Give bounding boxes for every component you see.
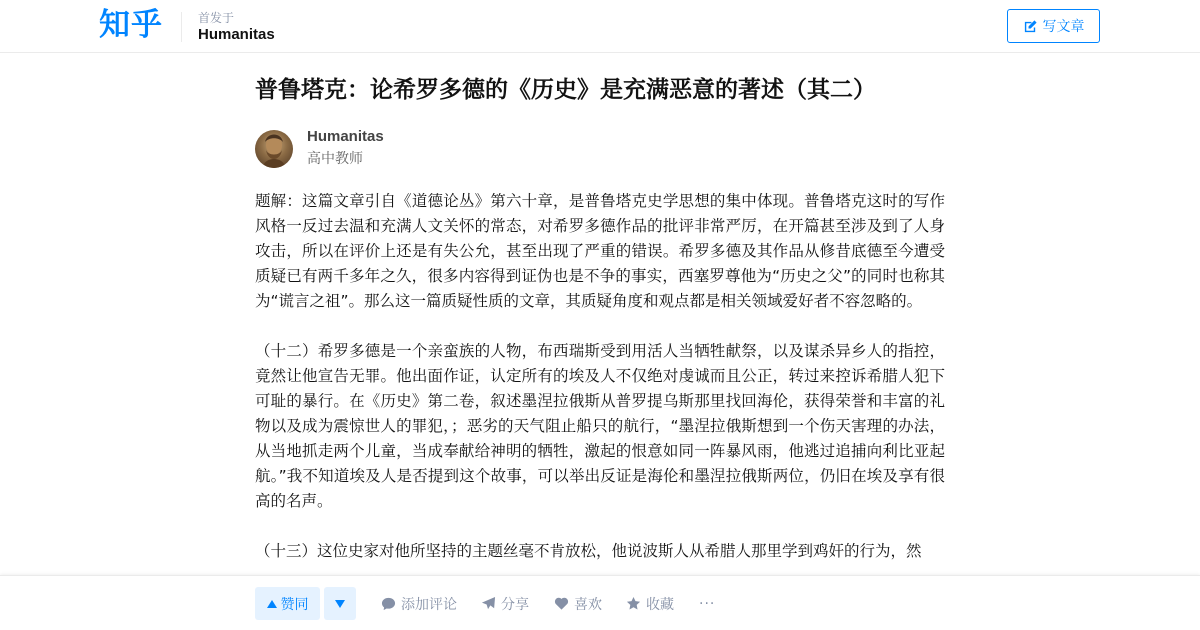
article-title: 普鲁塔克：论希罗多德的《历史》是充满恶意的著述（其二） bbox=[255, 77, 876, 103]
article-paragraph: （十三）这位史家对他所坚持的主题丝毫不肯放松，他说波斯人从希腊人那里学到鸡奸的行为，然 bbox=[255, 542, 922, 560]
favorite-button[interactable] bbox=[626, 587, 674, 620]
add-comment-label: 添加评论 bbox=[401, 596, 457, 613]
triangle-up-icon bbox=[267, 600, 277, 608]
favorite-label: 收藏 bbox=[646, 596, 674, 613]
like-button[interactable] bbox=[554, 587, 602, 620]
author-name-link[interactable]: Humanitas bbox=[307, 128, 384, 145]
header-divider bbox=[181, 12, 182, 42]
triangle-down-icon bbox=[335, 600, 345, 608]
zhihu-logo[interactable]: 知乎 bbox=[99, 7, 163, 43]
write-article-button[interactable] bbox=[1007, 9, 1100, 43]
top-header bbox=[0, 0, 1200, 53]
comment-icon bbox=[381, 596, 396, 611]
share-button[interactable] bbox=[481, 587, 529, 620]
upvote-label: 赞同 bbox=[280, 596, 309, 613]
bottom-action-bar bbox=[0, 575, 1200, 630]
author-avatar[interactable] bbox=[255, 130, 293, 168]
article-paragraph: （十二）希罗多德是一个亲蛮族的人物，布西瑞斯受到用活人当牺牲献祭，以及谋杀异乡人的指控，竟然让他宣告无罪。他出面作证，认定所有的埃及人不仅绝对虔诚而且公正，转过来控诉希腊人犯下可耻的暴行。在《历史》第二卷，叙述墨涅拉俄斯从普罗提乌斯那里找回海伦，获得荣誉和丰富的礼物以及成为震惊世人的罪犯，；恶劣的天气阻止船只的航行，“墨涅拉俄斯想到一个伤天害理的办法，从当地抓走两个儿童，当成奉献给神明的牺牲，激起的恨意如同一阵暴风雨，他逃过追捕向利比亚起航。”我不知道埃及人是否提到这个故事，可以举出反证是海伦和墨涅拉俄斯两位，仍旧在埃及享有很高的名声。 bbox=[255, 342, 945, 510]
like-label: 喜欢 bbox=[574, 596, 602, 613]
article-body bbox=[255, 189, 945, 589]
author-bio: 高中教师 bbox=[307, 151, 363, 167]
add-comment-button[interactable] bbox=[381, 587, 457, 620]
avatar-portrait-image bbox=[255, 130, 293, 168]
paper-plane-icon bbox=[481, 596, 496, 611]
more-options-button[interactable] bbox=[699, 587, 715, 620]
article-paragraph: 题解：这篇文章引自《道德论丛》第六十章，是普鲁塔克史学思想的集中体现。普鲁塔克这时的写作风格一反过去温和充满人文关怀的常态，对希罗多德作品的批评非常严厉，在开篇甚至涉及到了人身攻击，所以在评价上还是有失公允，甚至出现了严重的错误。希罗多德及其作品从修昔底德至今遭受质疑已有两千多年之久，很多内容得到证伪也是不争的事实，西塞罗尊他为“历史之父”的同时也称其为“谎言之祖”。那么这一篇质疑性质的文章，其质疑角度和观点都是相关领域爱好者不容忽略的。 bbox=[255, 192, 945, 310]
edit-icon bbox=[1023, 19, 1038, 34]
heart-icon bbox=[554, 596, 569, 611]
write-article-label: 写文章 bbox=[1042, 19, 1085, 35]
upvote-button[interactable] bbox=[255, 587, 320, 620]
column-name-link[interactable]: Humanitas bbox=[198, 26, 275, 43]
downvote-button[interactable] bbox=[324, 587, 356, 620]
star-icon bbox=[626, 596, 641, 611]
published-in-label: 首发于 bbox=[198, 11, 235, 25]
share-label: 分享 bbox=[501, 596, 529, 613]
more-dots-icon: ··· bbox=[699, 595, 716, 612]
